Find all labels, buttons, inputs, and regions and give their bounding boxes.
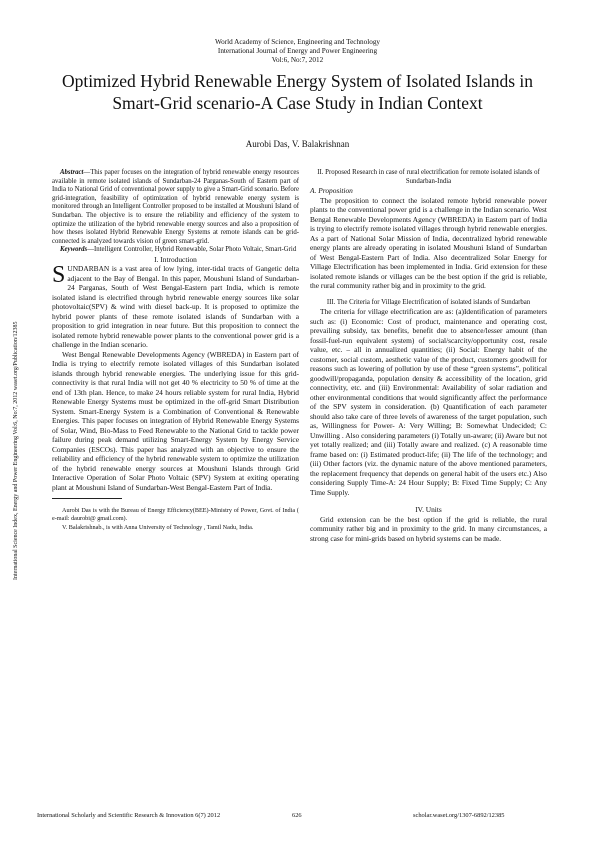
section-2-heading: II. Proposed Research in case of rural electrification for remote isolated islands of Sundarban-India (317, 169, 540, 185)
footer-right: scholar.waset.org/1307-6892/12385 (413, 812, 505, 819)
section-1-heading: I. Introduction (154, 254, 197, 264)
section-1-paragraph-1-text: UNDARBAN is a vast area of low lying, inter-tidal tracts of Gangetic delta adjacent to the Bay of Bengal. In this paper, Moushuni Island of Sundarban-24 Parganas, South of West Bengal-Eastern part India, which is remote isolated island is electrified through hybrid renewable energy sources like solar photovoltaic(SPV) & wind with diesel back-up. It is proposed to optimize the hybrid power plants of these remote isolated islands of Sundarban with a proposition to grid integration in near future. But this proposition to connect the isolated remote hybrid renewable power plants to the conventional power grid is a challenge in the Indian scenario. (52, 264, 299, 350)
journal-header (0, 38, 595, 65)
left-column (52, 169, 299, 533)
section-3-heading: III. The Criteria for Village Electrification of isolated islands of Sundarban (326, 298, 531, 306)
footnote-rule (52, 498, 122, 499)
abstract (52, 169, 299, 246)
paper-authors: Aurobi Das, V. Balakrishnan (245, 139, 350, 149)
footer-page-number: 626 (292, 812, 302, 819)
section-4-paragraph-1: Grid extension can be the best option if the grid is reliable, the rural community rather big and in proximity to the grid. In many circumstances, a strong case for mini-grids based on hybrid systems can be made. (310, 514, 547, 543)
paper-title: Optimized Hybrid Renewable Energy System of Isolated Islands in Smart-Grid scenario-A Case Study in Indian Context (61, 71, 534, 113)
section-1-paragraph-1 (52, 264, 299, 350)
right-column (310, 169, 547, 543)
journal-line-2: International Journal of Energy and Power Engineering (217, 47, 378, 55)
footnotes (52, 507, 299, 532)
keywords (52, 246, 299, 255)
side-index-text: International Science Index, Energy and Power Engineering Vol:6, No:7, 2012 waset.org/Publication/12385 (13, 321, 19, 580)
drop-cap: S (52, 262, 66, 289)
journal-line-1: World Academy of Science, Engineering and Technology (214, 38, 381, 46)
keywords-text: —Intelligent Controller, Hybrid Renewable, Solar Photo Voltaic, Smart-Grid (87, 246, 297, 254)
section-3-paragraph-1: The criteria for village electrification are as: (a)Identification of parameters such as: (i) Economic: Cost of product, maintenance and operating cost, prevailing subsidy, tax benefits, benefit due to absence/lesser amount (than fossil-fuel-run equivalent system) of social/scarcity/opportunity cost, resale value, etc. – all in annualized quantities; (ii) Social: Energy habit of the customer, social custom, aesthetic value of the product, customers goodwill for reasons such as lowering of pollution by use of these “green systems”, political goodwill/propaganda, population density & accessibility of the location, grid connectivity, etc. and (iii) Environmental: Availability of solar radiation and other environmental conditions that would significantly affect the performance of the SPV system in consideration. (b) Quantification of each parameter should also take care of three levels of awareness of the target population, such as, Willingness for Power- A: Very Willing; B: Somewhat Undecided; C: Unwilling . Also considering parameters (i) Totally un-aware; (ii) Aware but not yet totally realized; and (iii) Totally aware and realized. (c) A reasonable time frame based on: (i) Estimated product-life; (ii) The life of the technology; and (iii) Other factors (viz. the dynamic nature of the above mentioned parameters, the replacement frequency that depends on general habit of the users etc.) Also considering Supply Time-A: 24 Hour Supply; B: Fixed Time Supply; C: Any Time Supply. (310, 307, 547, 497)
footnote-2: V. Balakrishnab., is with Anna University of Technology , Tamil Nadu, India. (62, 524, 254, 532)
footer-left: International Scholarly and Scientific Research & Innovation 6(7) 2012 (37, 812, 221, 819)
keywords-label: Keywords (60, 246, 88, 254)
abstract-label: Abstract (60, 169, 84, 176)
journal-line-3: Vol:6, No:7, 2012 (271, 56, 324, 64)
abstract-text: —This paper focuses on the integration of hybrid renewable energy resources available in remote isolated islands of Sundarban-24 Parganas-South of Eastern part of India to National Grid of conventional power supply to give a Smart-Grid scenario. Before grid-integration, feasibility of optimization of hybrid renewable energy system is monitored through an Intelligent Controller proposed to be installed at Moushuni Island of Sundarban. The objective is to ensure the reliability and efficiency of the system to optimize the utilization of the hybrid renewable energy sources and also a proposition of how theses isolated Hybrid Renewable Energy Systems at remote islands can be grid-connected is analyzed towards vision of green smart-grid. (52, 169, 299, 245)
section-4-heading: IV. Units (415, 505, 442, 515)
section-2-subheading: A. Proposition (310, 186, 353, 196)
section-2-paragraph-1: The proposition to connect the isolated remote hybrid renewable power plants to the conventional power grid is a challenge in the Indian scenario. West Bengal Renewable Developments Agency (WBREDA) in Eastern part of India is trying to electrify remote isolated villages through hybrid renewable energies. As a part of National Solar Mission of India, decentralized hybrid renewable energy plants are already operating in isolated Moushuni Island of Sundarban of West Bengal-Eastern Part of India. Also decentralized Solar Energy for Village Electrification has been implemented in India. Grid extension for these isolated remote islands or villages can be the best option if the grid is reliable, the rural community rather big and in proximity to the grid. (310, 195, 547, 291)
section-1-paragraph-2: West Bengal Renewable Developments Agency (WBREDA) in Eastern part of India is trying to electrify remote isolated villages of this Sundarban isolated islands through hybrid renewable energies. The underlying issue for this grid-connectivity is that rural India will not get 40 % electricity to 50 % of time at the end of 13th plan. Hence, to make 24 hours reliable system for rural India, Hybrid Renewable Energy Systems must be optimized in the off-grid Smart Distribution System. Smart-Energy System is a Combination of Conventional & Renewable Energies. This paper focuses on integration of Hybrid Renewable Energy Systems of Solar, Wind, Bio-Mass to Feed Renewable to the National Grid to tackle power failure during peak demand utilizing Smart-Energy System by Energy Service Companies (ESCOs). This paper has analyzed with an objective to ensure the reliability and efficiency of the hybrid renewable system to optimize the utilization of the hybrid renewable energy sources at Moushuni Islands through Grid Interactive Operation of Solar Photo Voltaic (SPV) System at exiting operating plant at Moushuni Island of Sundarban-West Bengal-Eastern Part of India. (52, 349, 299, 492)
footnote-1: Aurobi Das is with the Bureau of Energy Efficiency(BEE)-Ministry of Power, Govt. of India ( e-mail: daurobi@ gmail.com). (52, 507, 299, 523)
